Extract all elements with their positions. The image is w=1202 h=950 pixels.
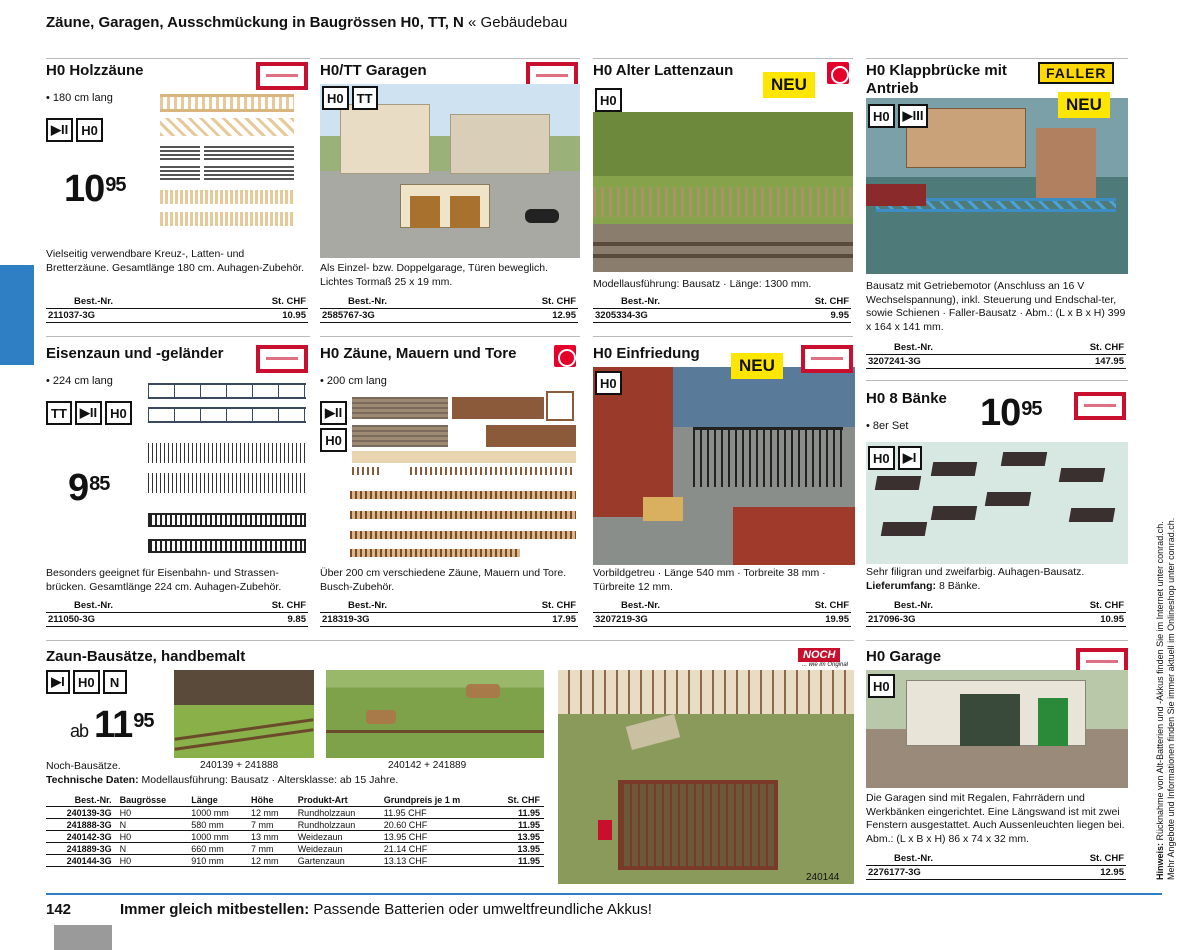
new-badge: NEU <box>731 353 783 379</box>
spec-cell: 240144-3G <box>46 855 116 867</box>
order-table: Best.-Nr. St. CHF 211037-3G 10.95 <box>48 296 306 321</box>
gauge-badge: ▶II <box>320 401 347 425</box>
spec-table <box>46 794 544 867</box>
gauge-badge: H0 <box>322 86 349 110</box>
product-description: Sehr filigran und zweifarbig. Auhagen-Bausatz. Lieferumfang: 8 Bänke. <box>866 566 1085 592</box>
product-title: Eisenzaun und -geländer <box>46 345 224 362</box>
spec-cell: Rundholzzaun <box>294 807 380 819</box>
spec-cell: 12 mm <box>247 807 294 819</box>
spec-column-header: Best.-Nr. <box>46 794 116 807</box>
article-price: 9.85 <box>287 614 306 625</box>
spec-cell: 11.95 <box>491 855 544 867</box>
busch-logo <box>827 62 849 84</box>
product-lattenzaun <box>593 62 853 332</box>
new-badge: NEU <box>1058 92 1110 118</box>
product-description: Als Einzel- bzw. Doppelgarage, Türen beweglich. Lichtes Tormaß 25 x 19 mm. <box>320 262 549 288</box>
section-tab <box>0 265 34 365</box>
article-number: 3207219-3G <box>595 614 648 625</box>
spec-column-header: Baugrösse <box>116 794 188 807</box>
spec-cell: 240139-3G <box>46 807 116 819</box>
spec-row <box>46 855 544 867</box>
enclosure-photo <box>593 367 855 565</box>
gauge-badges <box>320 401 347 452</box>
product-title: H0 Einfriedung <box>593 345 700 362</box>
image-caption: 240142 + 241889 <box>388 760 467 771</box>
fence-photo <box>593 112 853 272</box>
article-number: 3205334-3G <box>595 310 648 321</box>
spec-column-header: Grundpreis je 1 m <box>380 794 491 807</box>
divider <box>593 58 853 59</box>
spec-cell: N <box>116 819 188 831</box>
gauge-badges <box>868 446 922 470</box>
spec-cell: 11.95 <box>491 807 544 819</box>
auhagen-logo <box>256 62 308 90</box>
gauge-badges <box>595 371 622 395</box>
product-holzzaeune: H0 Holzzäune • 180 cm lang ▶II H0 $10^{95}$ Vielseitig verwendbare Kreuz-, Latten- und Bretterzäune. Gesamtlänge 180 cm. Auhagen-Zubehör. Best.-Nr. St. CHF 211037-3G 10.95 <box>46 62 306 321</box>
gauge-badges <box>46 118 103 142</box>
article-price: 147.95 <box>1094 356 1124 367</box>
footer-rule <box>46 893 1162 895</box>
spec-cell: 20.60 CHF <box>380 819 491 831</box>
spec-row <box>46 831 544 843</box>
order-table: Best.-Nr. St. CHF 211050-3G 9.85 <box>48 600 306 625</box>
spec-cell: 7 mm <box>247 843 294 855</box>
order-table: Best.-Nr. St. CHF 3205334-3G 9.95 <box>595 296 849 321</box>
gauge-badge: ▶II <box>46 118 73 142</box>
spec-column-header: Höhe <box>247 794 294 807</box>
gauge-badge: H0 <box>595 371 622 395</box>
spec-cell: 13.13 CHF <box>380 855 491 867</box>
gauge-badges <box>46 670 127 694</box>
product-einfriedung <box>593 345 855 630</box>
footer-text: Immer gleich mitbestellen: Passende Batterien oder umweltfreundliche Akkus! <box>120 901 652 918</box>
spec-cell: 7 mm <box>247 819 294 831</box>
product-klappbruecke <box>866 62 1128 372</box>
order-table: Best.-Nr. St. CHF 217096-3G 10.95 <box>868 600 1124 625</box>
product-title: H0 8 Bänke <box>866 390 947 407</box>
product-description: Besonders geeignet für Eisenbahn- und Strassen-brücken. Gesamtlänge 224 cm. Auhagen-Zubehör. <box>46 567 282 593</box>
product-set: 8er Set <box>872 420 909 432</box>
gauge-badge: H0 <box>595 88 622 112</box>
spec-row <box>46 843 544 855</box>
spec-cell: N <box>116 843 188 855</box>
fence-photo-2 <box>326 670 544 758</box>
article-number: 218319-3G <box>322 614 370 625</box>
article-number: 2276177-3G <box>868 867 921 878</box>
spec-cell: H0 <box>116 855 188 867</box>
product-length: 180 cm lang <box>52 92 113 104</box>
gauge-badge: H0 <box>73 670 100 694</box>
spec-cell: Weidezaun <box>294 843 380 855</box>
article-price: 9.95 <box>830 310 849 321</box>
product-title: H0 Holzzäune <box>46 62 144 79</box>
image-caption: 240139 + 241888 <box>200 760 279 771</box>
page-number: 142 <box>46 901 72 918</box>
spec-cell: 240142-3G <box>46 831 116 843</box>
price: $10^{95}$ <box>64 168 126 210</box>
gauge-badges <box>868 674 895 698</box>
gauge-badge: N <box>103 670 127 694</box>
gauge-badges <box>322 86 378 110</box>
product-description: Die Garagen sind mit Regalen, Fahrrädern und Werkbänken eingerichtet. Eine Längswand ist mit zwei Fenstern ausgestattet. Auch Aussenleuchten liegen bei. Abm.: (L x B x H) 86 x 74 x 32 mm. <box>866 792 1125 845</box>
spec-column-header: Produkt-Art <box>294 794 380 807</box>
order-table: Best.-Nr. St. CHF 2585767-3G 12.95 <box>322 296 576 321</box>
auhagen-logo <box>256 345 308 373</box>
gauge-badge: ▶II <box>75 401 102 425</box>
divider <box>320 58 580 59</box>
gauge-badges <box>46 401 132 425</box>
side-note: Hinweis: Rücknahme von Alt-Batterien und -Akkus finden Sie im Internet unter conrad.ch. Mehr Angebote und Informationen finden Sie immer aktuell im Onlineshop unter conrad.ch. <box>1155 517 1176 880</box>
product-length: 200 cm lang <box>326 375 387 387</box>
spec-cell: 1000 mm <box>187 807 247 819</box>
gauge-badges <box>868 104 928 128</box>
article-number: 2585767-3G <box>322 310 375 321</box>
product-zaunbausaetze <box>46 648 854 888</box>
product-baenke: H0 8 Bänke • 8er Set $10^{95}$ H0 ▶I Sehr filigran und zweifarbig. Auhagen-Bausatz. Lieferumfang: 8 Bänke. Best.-Nr. St. CHF 217096-3G 10.95 <box>866 390 1128 630</box>
page-marker <box>54 925 112 950</box>
spec-cell: 21.14 CHF <box>380 843 491 855</box>
spec-cell: 12 mm <box>247 855 294 867</box>
spec-cell: 13 mm <box>247 831 294 843</box>
spec-column-header: Länge <box>187 794 247 807</box>
gauge-badges <box>595 88 622 112</box>
order-table: Best.-Nr. St. CHF 3207219-3G 19.95 <box>595 600 849 625</box>
divider <box>46 640 854 641</box>
gauge-badge: H0 <box>868 104 895 128</box>
product-zaeune-mauern: H0 Zäune, Mauern und Tore • 200 cm lang ▶II H0 Über 200 cm verschiedene Zäune, Mauern und Tore. Busch-Zubehör. Best.-Nr. St. CHF 218319-3G 17.95 <box>320 345 580 630</box>
product-description: Bausatz mit Getriebemotor (Anschluss an 16 V Wechselspannung), inkl. Steuerung und Endschal-ter, sowie Schienen · Faller-Bausatz · Abm.: (L x B x H) 399 x 164 x 141 mm. <box>866 280 1126 333</box>
spec-cell: 660 mm <box>187 843 247 855</box>
busch-logo <box>554 345 576 367</box>
product-description: Vielseitig verwendbare Kreuz-, Latten- und Bretterzäune. Gesamtlänge 180 cm. Auhagen-Zubehör. <box>46 248 304 274</box>
order-table: Best.-Nr. St. CHF 3207241-3G 147.95 <box>868 342 1124 367</box>
noch-logo: NOCH <box>798 648 840 662</box>
divider <box>866 380 1128 381</box>
breadcrumb: Zäune, Garagen, Ausschmückung in Baugrössen H0, TT, N « Gebäudebau <box>46 14 568 31</box>
price: $9^{85}$ <box>68 467 110 509</box>
price: ab $11^{95}$ <box>70 704 154 746</box>
divider <box>593 336 853 337</box>
product-title: H0 Garage <box>866 648 942 665</box>
spec-cell: 13.95 <box>491 831 544 843</box>
product-title: H0 Klappbrücke mit Antrieb <box>866 62 1007 97</box>
gauge-badge: H0 <box>868 446 895 470</box>
article-price: 19.95 <box>825 614 849 625</box>
spec-column-header: St. CHF <box>491 794 544 807</box>
auhagen-logo <box>801 345 853 373</box>
product-title: H0 Zäune, Mauern und Tore <box>320 345 517 362</box>
spec-cell: 241889-3G <box>46 843 116 855</box>
spec-row <box>46 819 544 831</box>
walls-fences-image <box>350 391 576 561</box>
iron-fence-image <box>148 379 308 559</box>
spec-cell: Weidezaun <box>294 831 380 843</box>
spec-cell: 13.95 CHF <box>380 831 491 843</box>
divider <box>320 336 580 337</box>
fence-image <box>154 90 300 242</box>
faller-logo: FALLER <box>1038 62 1114 84</box>
garden-fence-photo <box>558 670 854 884</box>
garage-photo <box>866 670 1128 788</box>
product-description: Modellausführung: Bausatz · Länge: 1300 mm. <box>593 278 812 290</box>
price: $10^{95}$ <box>980 392 1042 434</box>
gauge-badge: H0 <box>868 674 895 698</box>
product-description: Über 200 cm verschiedene Zäune, Mauern und Tore. Busch-Zubehör. <box>320 567 567 593</box>
noch-slogan: ... wie im Original <box>802 662 849 668</box>
spec-cell: 11.95 <box>491 819 544 831</box>
order-table: Best.-Nr. St. CHF 2276177-3G 12.95 <box>868 853 1124 878</box>
gauge-badge: ▶I <box>898 446 922 470</box>
divider <box>46 336 310 337</box>
gauge-badge: H0 <box>105 401 132 425</box>
divider <box>46 58 310 59</box>
gauge-badge: ▶III <box>898 104 929 128</box>
product-eisenzaun: Eisenzaun und -geländer • 224 cm lang TT ▶II H0 $9^{85}$ Besonders geeignet für Eisenbahn- und Strassen-brücken. Gesamtlänge 224 cm. Auhagen-Zubehör. Best.-Nr. St. CHF 211050-3G 9.85 <box>46 345 306 625</box>
divider <box>866 58 1128 59</box>
spec-cell: 241888-3G <box>46 819 116 831</box>
article-number: 211037-3G <box>48 310 96 321</box>
product-garage <box>866 648 1128 888</box>
article-price: 17.95 <box>552 614 576 625</box>
gauge-badge: TT <box>46 401 72 425</box>
article-price: 10.95 <box>1100 614 1124 625</box>
divider <box>866 640 1128 641</box>
spec-cell: 1000 mm <box>187 831 247 843</box>
spec-cell: H0 <box>116 807 188 819</box>
product-title: Zaun-Bausätze, handbemalt <box>46 648 246 665</box>
gauge-badge: ▶I <box>46 670 70 694</box>
product-garagen <box>320 62 580 332</box>
article-price: 12.95 <box>552 310 576 321</box>
gauge-badge: H0 <box>76 118 103 142</box>
gauge-badge: TT <box>352 86 378 110</box>
article-number: 3207241-3G <box>868 356 921 367</box>
article-price: 12.95 <box>1100 867 1124 878</box>
article-price: 10.95 <box>282 310 306 321</box>
spec-cell: Gartenzaun <box>294 855 380 867</box>
garage-photo <box>320 84 580 258</box>
product-description: Vorbildgetreu · Länge 540 mm · Torbreite 38 mm · Türbreite 12 mm. <box>593 567 826 593</box>
spec-cell: H0 <box>116 831 188 843</box>
article-number: 211050-3G <box>48 614 96 625</box>
spec-cell: Rundholzzaun <box>294 819 380 831</box>
article-number: 217096-3G <box>868 614 916 625</box>
gauge-badge: H0 <box>320 428 347 452</box>
order-table: Best.-Nr. St. CHF 218319-3G 17.95 <box>322 600 576 625</box>
auhagen-logo <box>1074 392 1126 420</box>
product-length: 224 cm lang <box>52 375 113 387</box>
product-title: H0 Alter Lattenzaun <box>593 62 734 79</box>
fence-photo-1 <box>174 670 314 758</box>
spec-row <box>46 807 544 819</box>
spec-cell: 580 mm <box>187 819 247 831</box>
product-title: H0/TT Garagen <box>320 62 427 79</box>
product-description: Noch-Bausätze. Technische Daten: Modellausführung: Bausatz · Altersklasse: ab 15 Jahre. <box>46 760 399 786</box>
spec-cell: 910 mm <box>187 855 247 867</box>
spec-cell: 13.95 <box>491 843 544 855</box>
image-caption: 240144 <box>806 872 840 883</box>
new-badge: NEU <box>763 72 815 98</box>
spec-cell: 11.95 CHF <box>380 807 491 819</box>
